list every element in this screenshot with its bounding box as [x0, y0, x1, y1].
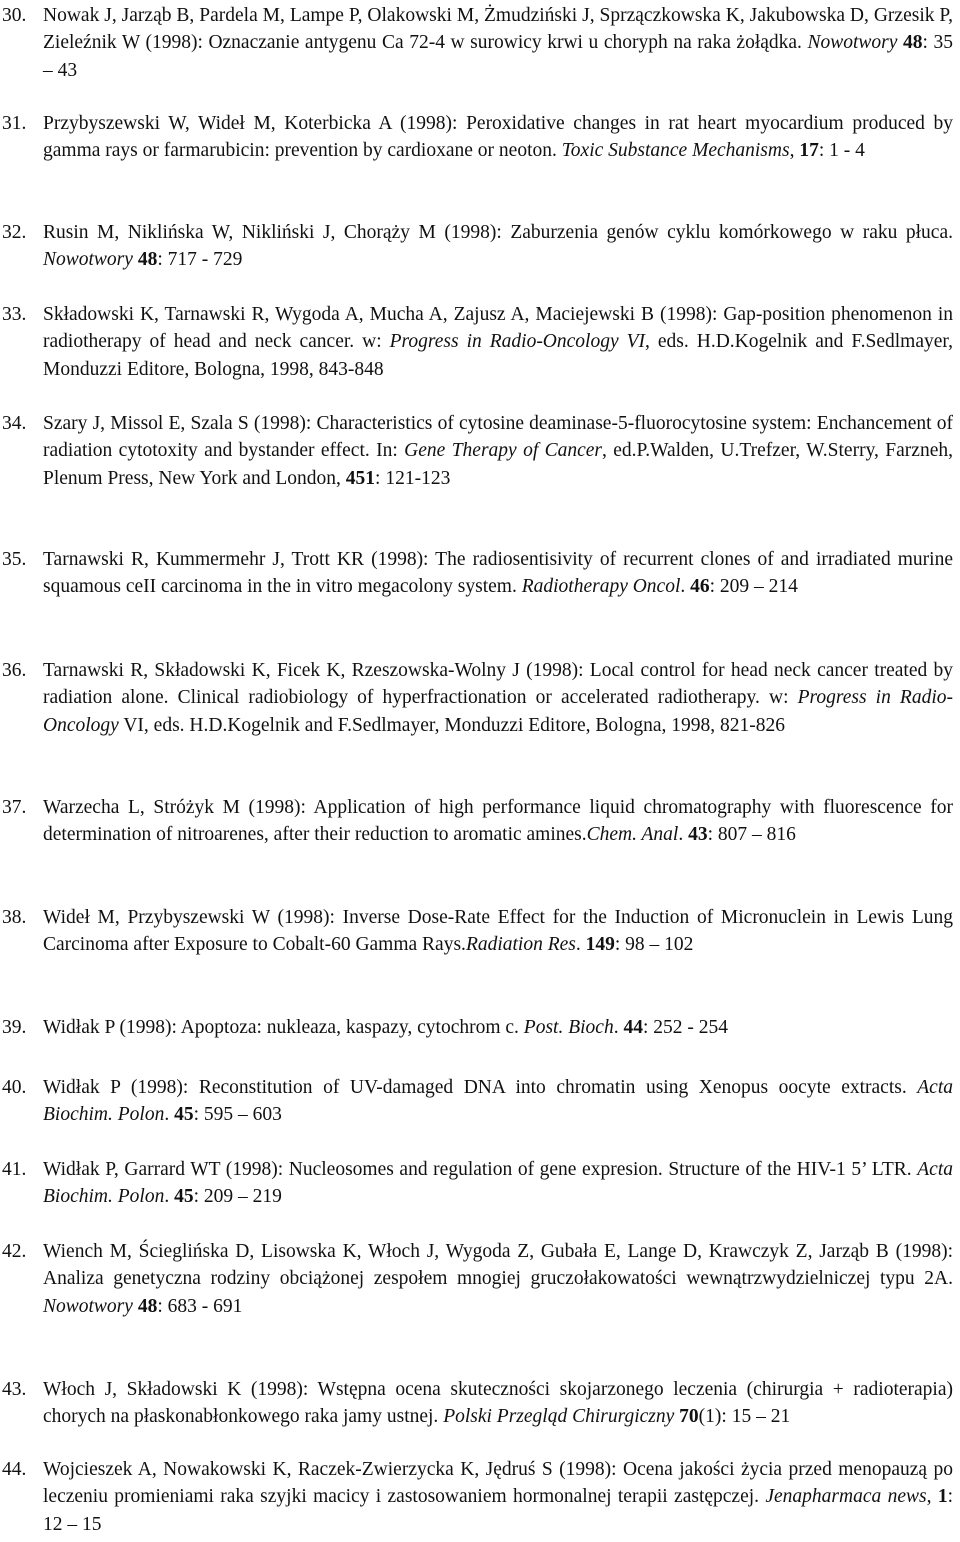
reference-entry	[0, 301, 953, 383]
reference-text	[43, 1456, 953, 1538]
reference-text	[43, 1156, 953, 1211]
journal-title: Chem. Anal	[586, 824, 679, 846]
citation-text: .	[613, 1017, 624, 1038]
reference-entry	[0, 110, 953, 165]
reference-number: 30.	[2, 5, 27, 26]
citation-text: : 35 – 43	[43, 32, 954, 81]
volume-number: 48	[903, 32, 923, 54]
reference-number: 44.	[2, 1459, 27, 1480]
reference-entry	[0, 1014, 953, 1041]
citation-text: : 121-123	[375, 467, 451, 489]
citation-text: Wiench M, Ścieglińska D, Lisowska K, Włoch J, Wygoda Z, Gubała E, Lange D, Krawczyk Z, Jarząb B (1998): Analiza genetyczna rodziny obciążonej zespołem mnogiej gruczołakowatości wewnątrzwydzielniczej typu 2A.	[43, 1241, 953, 1290]
citation-text: ,	[789, 140, 800, 162]
reference-number: 38.	[2, 907, 27, 928]
citation-text: : 807 – 816	[707, 824, 796, 846]
citation-text: Składowski K, Tarnawski R, Wygoda A, Mucha A, Zajusz A, Maciejewski B (1998): Gap-position phenomenon in radiotherapy of head and neck cancer. w:	[43, 304, 953, 353]
volume-number: 149	[585, 934, 615, 956]
citation-text: Przybyszewski W, Wideł M, Koterbicka A (1998): Peroxidative changes in rat heart myocardium produced by gamma rays or farmarubicin: prevention by cardioxane or neoton.	[43, 113, 953, 162]
reference-text	[43, 110, 953, 165]
reference-entry	[0, 546, 953, 601]
reference-entry	[0, 904, 953, 959]
journal-title: Radiation Res	[465, 934, 576, 956]
reference-text	[43, 1074, 953, 1129]
reference-number: 36.	[2, 660, 27, 681]
citation-text: : 252 - 254	[642, 1017, 728, 1038]
reference-text	[43, 301, 953, 383]
reference-number: 34.	[2, 413, 27, 434]
reference-entry	[0, 794, 953, 849]
reference-text	[43, 657, 953, 739]
reference-number: 33.	[2, 304, 27, 325]
reference-number: 39.	[2, 1017, 27, 1038]
citation-text: Rusin M, Niklińska W, Nikliński J, Chorąży M (1998): Zaburzenia genów cyklu komórkowego w raku płuca.	[43, 222, 953, 243]
journal-title: Radiotherapy Oncol	[521, 576, 681, 598]
citation-text: (1): 15 – 21	[698, 1406, 791, 1428]
citation-text: ,	[926, 1486, 938, 1508]
reference-number: 43.	[2, 1379, 27, 1400]
citation-text: : 683 - 691	[157, 1295, 243, 1317]
journal-title: Acta Biochim. Polon	[43, 1159, 953, 1208]
citation-text: .	[164, 1104, 175, 1126]
reference-number: 37.	[2, 797, 27, 818]
citation-text: Widłak P (1998): Apoptoza: nukleaza, kaspazy, cytochrom c.	[43, 1017, 524, 1038]
citation-text: : 595 – 603	[193, 1104, 282, 1126]
citation-text: : 209 – 214	[709, 576, 798, 598]
reference-text	[43, 410, 953, 492]
reference-text	[43, 546, 953, 601]
citation-text: Widłak P, Garrard WT (1998): Nucleosomes and regulation of gene expresion. Structure of the HIV-1 5’ LTR.	[43, 1159, 918, 1180]
journal-title: Nowotwory	[807, 32, 898, 54]
citation-text: : 209 – 219	[193, 1186, 282, 1208]
citation-text: VI, eds. H.D.Kogelnik and F.Sedlmayer, Monduzzi Editore, Bologna, 1998, 821-826	[118, 714, 785, 736]
reference-text	[43, 2, 953, 84]
citation-text: : 1 - 4	[818, 140, 865, 162]
citation-text: , ed.P.Walden, U.Trefzer, W.Sterry, Farzneh, Plenum Press, New York and London,	[43, 440, 953, 489]
volume-number: 46	[690, 576, 710, 598]
journal-title: Acta Biochim. Polon	[43, 1077, 953, 1126]
reference-number: 42.	[2, 1241, 27, 1262]
volume-number: 45	[174, 1186, 194, 1208]
citation-text: Widłak P (1998): Reconstitution of UV-damaged DNA into chromatin using Xenopus oocyte extracts.	[43, 1077, 918, 1098]
reference-number: 35.	[2, 549, 27, 570]
citation-text: Wideł M, Przybyszewski W (1998): Inverse Dose-Rate Effect for the Induction of Micronuclein in Lewis Lung Carcinoma after Exposure to Cobalt-60 Gamma Rays.	[43, 907, 953, 956]
journal-title: Toxic Substance Mechanisms	[561, 140, 790, 162]
citation-text: .	[164, 1186, 175, 1208]
citation-text: Szary J, Missol E, Szala S (1998): Characteristics of cytosine deaminase-5-fluorocytosine system: Enchancement of radiation cytotoxity and bystander effect. In:	[43, 413, 953, 462]
journal-title: Jenapharmaca news	[765, 1486, 927, 1508]
volume-number: 43	[688, 824, 708, 846]
reference-text	[43, 1238, 953, 1320]
reference-number: 31.	[2, 113, 27, 134]
journal-title: Progress in Radio-Oncology VI	[389, 331, 646, 353]
reference-text	[43, 904, 953, 959]
reference-entry	[0, 1456, 953, 1538]
volume-number: 44	[623, 1017, 643, 1038]
journal-title: Gene Therapy of Cancer	[404, 440, 603, 462]
volume-number: 451	[345, 467, 376, 489]
reference-entry	[0, 1156, 953, 1211]
reference-entry	[0, 219, 953, 274]
citation-text: Nowak J, Jarząb B, Pardela M, Lampe P, Olakowski M, Żmudziński J, Sprzączkowska K, Jakubowska D, Grzesik P, Zieleźnik W (1998): Oznaczanie antygenu Ca 72-4 w surowicy krwi u choryph na raka żołądka.	[43, 5, 953, 54]
volume-number: 45	[174, 1104, 194, 1126]
citation-text: Tarnawski R, Kummermehr J, Trott KR (1998): The radiosentisivity of recurrent clones of and irradiated murine squamous ceII carcinoma in the in vitro megacolony system.	[43, 549, 953, 598]
volume-number: 48	[137, 1295, 158, 1317]
citation-text: , eds. H.D.Kogelnik and F.Sedlmayer, Monduzzi Editore, Bologna, 1998, 843-848	[43, 331, 953, 380]
reference-text	[43, 1014, 953, 1041]
reference-text	[43, 1376, 953, 1431]
citation-text: .	[680, 576, 691, 598]
journal-title: Post. Bioch	[523, 1017, 614, 1038]
volume-number: 48	[137, 249, 158, 271]
reference-text	[43, 794, 953, 849]
volume-number: 70	[679, 1406, 699, 1428]
volume-number: 17	[799, 140, 819, 162]
citation-text: Wojcieszek A, Nowakowski K, Raczek-Zwierzycka K, Jędruś S (1998): Ocena jakości życia przed menopauzą po leczeniu promieniami raka szyjki macicy i zastosowaniem hormonalnej terapii zastępczej.	[43, 1459, 953, 1508]
reference-entry	[0, 2, 953, 84]
citation-text: : 98 – 102	[614, 934, 694, 956]
journal-title: Nowotwory	[43, 249, 133, 271]
citation-text: Włoch J, Składowski K (1998): Wstępna ocena skuteczności skojarzonego leczenia (chirurgia + radioterapia) chorych na płaskonabłonkowego raka jamy ustnej.	[43, 1379, 953, 1428]
journal-title: Nowotwory	[43, 1295, 133, 1317]
reference-entry	[0, 410, 953, 492]
citation-text: .	[575, 934, 586, 956]
citation-text: : 717 - 729	[157, 249, 243, 271]
journal-title: Progress in Radio-Oncology	[43, 687, 954, 736]
citation-text: Tarnawski R, Składowski K, Ficek K, Rzeszowska-Wolny J (1998): Local control for head neck cancer treated by radiation alone. Clinical radiobiology of hyperfractionation or accelerated radiotherapy. w:	[43, 660, 953, 709]
reference-entry	[0, 1376, 953, 1431]
citation-text: : 12 – 15	[43, 1486, 953, 1535]
journal-title: Polski Przegląd Chirurgiczny	[443, 1406, 675, 1428]
reference-entry	[0, 1238, 953, 1320]
volume-number: 1	[937, 1486, 948, 1508]
reference-entry	[0, 1074, 953, 1129]
citation-text: Warzecha L, Stróżyk M (1998): Application of high performance liquid chromatography with fluorescence for determination of nitroarenes, after their reduction to aromatic amines.	[43, 797, 953, 846]
reference-entry	[0, 657, 953, 739]
reference-text	[43, 219, 953, 274]
reference-number: 41.	[2, 1159, 27, 1180]
reference-number: 40.	[2, 1077, 27, 1098]
citation-text: .	[678, 824, 689, 846]
reference-number: 32.	[2, 222, 27, 243]
